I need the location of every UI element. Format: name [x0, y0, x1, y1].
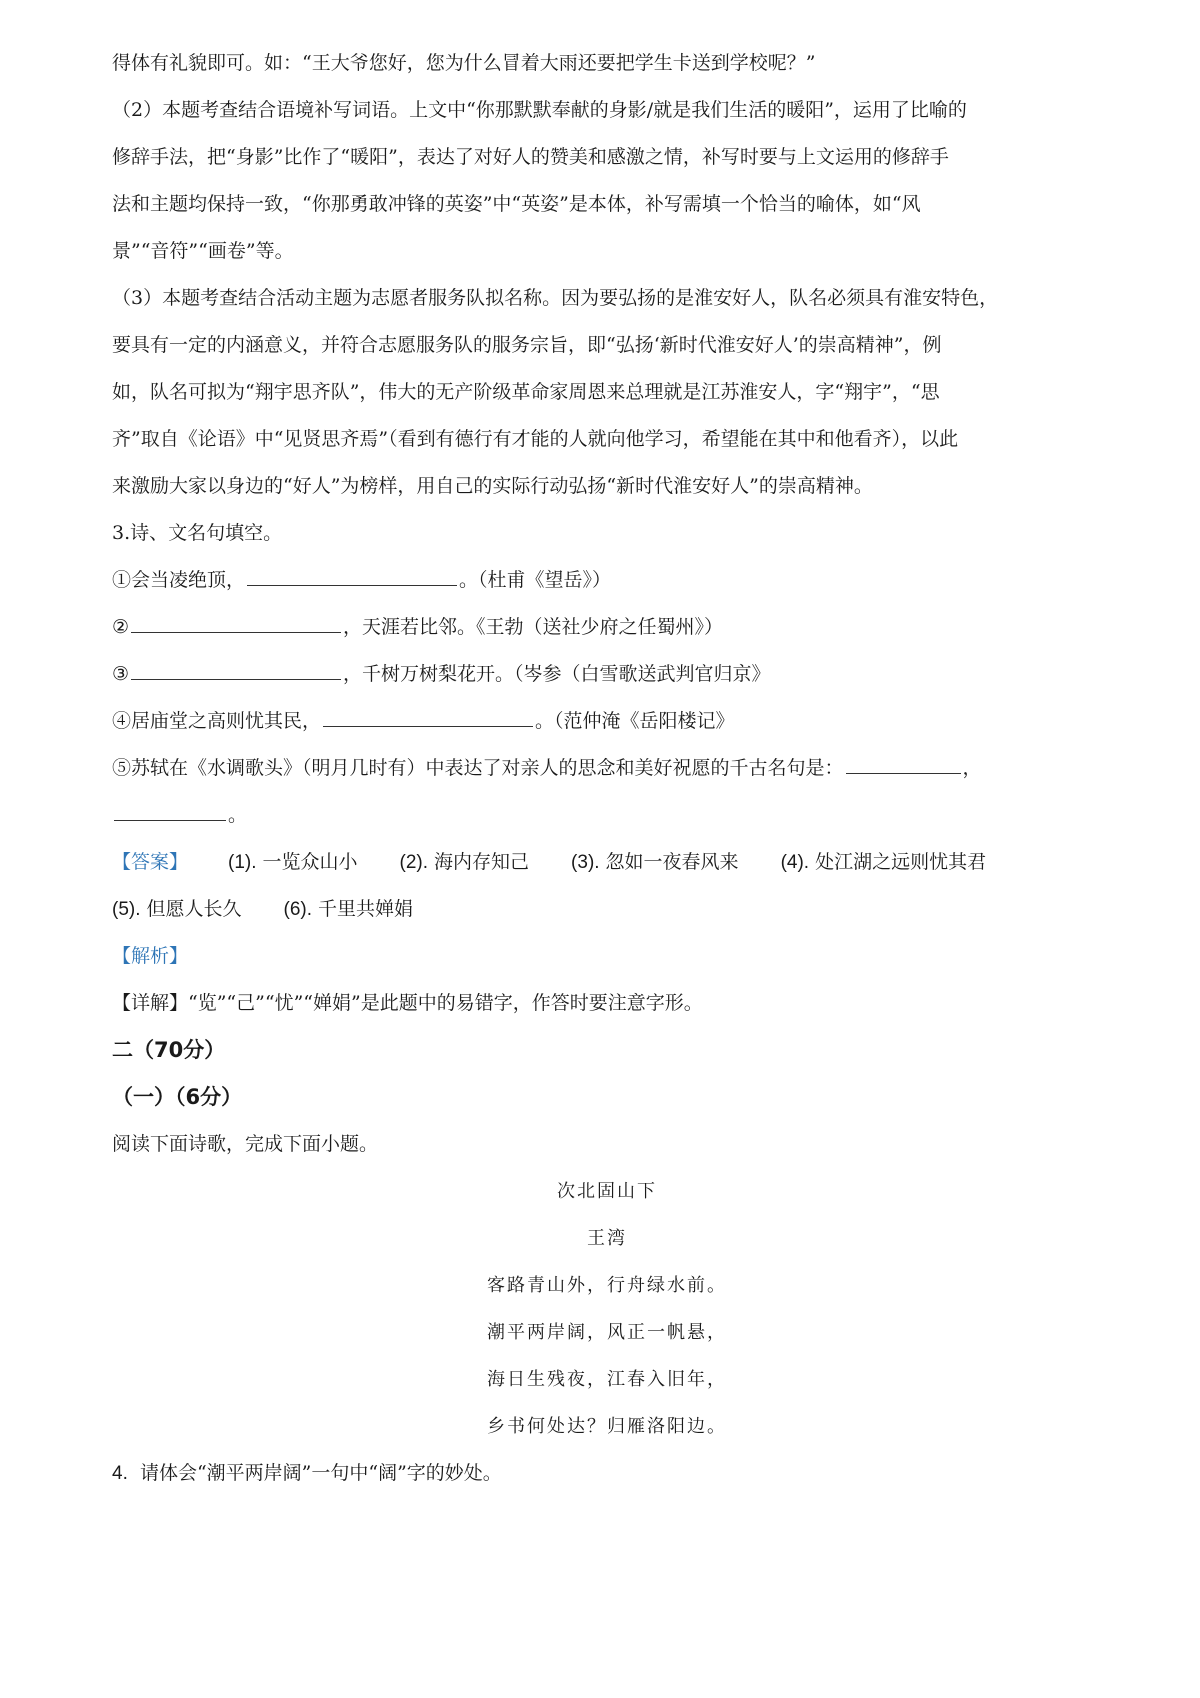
- analysis-detail: 【详解】“览”“己”“忧”“婵娟”是此题中的易错字，作答时要注意字形。: [112, 992, 703, 1014]
- item-suffix: 。（范仲淹《岳阳楼记》: [535, 710, 735, 732]
- answer-item: [112, 898, 242, 920]
- answer-line-2: [112, 886, 1102, 933]
- paragraph-line: 齐”取自《论语》中“见贤思齐焉”（看到有德行有才能的人就向他学习，希望能在其中和他看齐），以此: [112, 428, 959, 450]
- answer-num: (4).: [780, 852, 810, 873]
- item-suffix: 。（杜甫《望岳》）: [459, 569, 612, 591]
- paragraph-line: 得体有礼貌即可。如：“王大爷您好，您为什么冒着大雨还要把学生卡送到学校呢？”: [112, 52, 816, 74]
- question-4: [112, 1450, 1102, 1497]
- item-suffix: ，天涯若比邻。《王勃（送社少府之任蜀州》）: [343, 616, 724, 638]
- answer-text: 忽如一夜春风来: [605, 851, 739, 873]
- answer-num: (1).: [228, 852, 257, 873]
- section-instruction: 阅读下面诗歌，完成下面小题。: [112, 1133, 379, 1155]
- question-number: 4.: [112, 1463, 128, 1484]
- item-prefix: ④居庙堂之高则忧其民，: [112, 710, 322, 732]
- answer-item: [228, 851, 358, 873]
- item-prefix: ②: [112, 616, 130, 638]
- answer-item: [400, 851, 530, 873]
- item-suffix: 。: [228, 804, 248, 826]
- answer-num: (3).: [571, 852, 600, 873]
- answer-num: (2).: [399, 852, 429, 873]
- fill-blank: [323, 700, 533, 727]
- answer-line-1: [112, 839, 1102, 886]
- item-mid: ，: [962, 757, 982, 779]
- question-3-item-1: [112, 557, 1102, 604]
- answer-text: 处江湖之远则忧其君: [815, 851, 987, 873]
- paragraph-line: 来激励大家以身边的“好人”为榜样，用自己的实际行动弘扬“新时代淮安好人”的崇高精神。: [112, 475, 873, 497]
- analysis-tag: 【解析】: [112, 945, 189, 967]
- answer-item: [781, 851, 987, 873]
- item-prefix: ①会当凌绝顶，: [112, 569, 246, 591]
- poem-line: 潮平两岸阔，风正一帆悬，: [487, 1322, 727, 1343]
- paragraph-line: 如，队名可拟为“翔宇思齐队”，伟大的无产阶级革命家周恩来总理就是江苏淮安人，字“翔宇”，“思: [112, 381, 940, 403]
- item-prefix: ⑤苏轼在《水调歌头》（明月几时有）中表达了对亲人的思念和美好祝愿的千古名句是：: [112, 757, 844, 779]
- item-suffix: ，千树万树梨花开。（岑参（白雪歌送武判官归京》: [343, 663, 771, 685]
- question-3-item-2: [112, 604, 1102, 651]
- question-3-item-4: [112, 698, 1102, 745]
- fill-blank: [247, 559, 457, 586]
- paragraph-line: （2）本题考查结合语境补写词语。上文中“你那默默奉献的身影/就是我们生活的暖阳”，运用了比喻的: [112, 99, 967, 121]
- answer-text: 一览众山小: [262, 851, 358, 873]
- fill-blank: [131, 606, 341, 633]
- section-heading: 二（70分）: [112, 1038, 226, 1062]
- answer-tag: 【答案】: [112, 851, 189, 873]
- question-3-item-3: [112, 651, 1102, 698]
- document-content: [112, 40, 1102, 1497]
- fill-blank: [131, 653, 341, 680]
- paragraph-line: 要具有一定的内涵意义，并符合志愿服务队的服务宗旨，即“弘扬‘新时代淮安好人’的崇高精神”，例: [112, 334, 942, 356]
- analysis-tag-line: [112, 933, 1102, 980]
- answer-text: 千里共婵娟: [318, 898, 414, 920]
- question-3-title: 3.诗、文名句填空。: [112, 522, 283, 544]
- item-prefix: ③: [112, 663, 130, 685]
- poem-line: 乡书何处达？归雁洛阳边。: [487, 1416, 727, 1437]
- paragraph-line: （3）本题考查结合活动主题为志愿者服务队拟名称。因为要弘扬的是淮安好人，队名必须具有淮安特色，: [112, 287, 999, 309]
- poem-author: 王湾: [587, 1228, 627, 1249]
- poem-line: 客路青山外，行舟绿水前。: [487, 1275, 727, 1296]
- answer-text: 但愿人长久: [146, 898, 242, 920]
- fill-blank: [114, 794, 226, 821]
- paragraph-line: 修辞手法，把“身影”比作了“暖阳”，表达了对好人的赞美和感激之情，补写时要与上文运用的修辞手: [112, 146, 949, 168]
- question-3-item-5-cont: [112, 792, 1102, 839]
- paragraph-line: 景”“音符”“画卷”等。: [112, 240, 294, 262]
- answer-item: [571, 851, 739, 873]
- fill-blank: [846, 747, 961, 774]
- subsection-heading: （一）（6分）: [112, 1085, 243, 1109]
- answer-text: 海内存知己: [434, 851, 530, 873]
- poem-title: 次北固山下: [557, 1181, 657, 1202]
- poem-line: 海日生残夜，江春入旧年，: [487, 1369, 727, 1390]
- answer-num: (6).: [283, 899, 313, 920]
- answer-num: (5).: [112, 899, 141, 920]
- question-3-item-5: [112, 745, 1102, 792]
- question-text: 请体会“潮平两岸阔”一句中“阔”字的妙处。: [139, 1462, 502, 1484]
- answer-item: [284, 898, 414, 920]
- paragraph-line: 法和主题均保持一致，“你那勇敢冲锋的英姿”中“英姿”是本体，补写需填一个恰当的喻体，如“风: [112, 193, 921, 215]
